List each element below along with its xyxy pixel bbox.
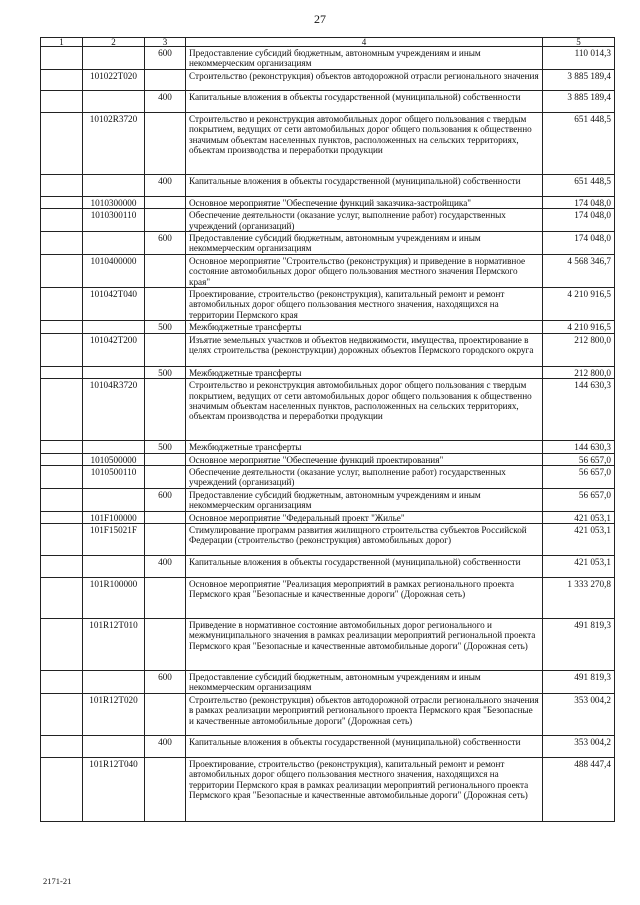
cell-empty — [41, 555, 83, 577]
cell-name: Проектирование, строительство (реконструкция), капитальный ремонт и ремонт автомобильных дорог общего пользования местного значения, находящихся на территории Пермского края в рамках реализации мероприятий регионального проекта Пермского края "Безопасные и качественные автомобильные дороги" (Дорожная сеть) — [186, 757, 543, 821]
cell-empty — [41, 379, 83, 441]
cell-target-code: 1010400000 — [83, 254, 145, 287]
cell-amount: 56 657,0 — [543, 488, 615, 511]
cell-empty — [41, 232, 83, 255]
table-row — [41, 174, 615, 196]
cell-name: Капитальные вложения в объекты государственной (муниципальной) собственности — [186, 90, 543, 112]
cell-expense-type — [145, 69, 186, 90]
page-number: 27 — [314, 12, 326, 26]
cell-empty — [41, 254, 83, 287]
cell-target-code — [83, 232, 145, 255]
table-row — [41, 69, 615, 90]
cell-amount: 491 819,3 — [543, 670, 615, 693]
cell-empty — [41, 112, 83, 174]
column-header: 3 — [145, 38, 186, 47]
cell-expense-type: 600 — [145, 47, 186, 70]
cell-empty — [41, 366, 83, 378]
cell-name: Межбюджетные трансферты — [186, 441, 543, 453]
table-row — [41, 618, 615, 670]
cell-expense-type — [145, 254, 186, 287]
cell-amount: 353 004,2 — [543, 693, 615, 735]
cell-target-code — [83, 90, 145, 112]
cell-target-code: 101R12Т010 — [83, 618, 145, 670]
cell-expense-type: 400 — [145, 90, 186, 112]
cell-target-code: 101R100000 — [83, 577, 145, 618]
cell-name: Основное мероприятие "Обеспечение функций проектирования" — [186, 453, 543, 465]
cell-name: Обеспечение деятельности (оказание услуг, выполнение работ) государственных учреждений (организаций) — [186, 465, 543, 488]
table-header-row — [41, 38, 615, 47]
table-row — [41, 735, 615, 757]
cell-empty — [41, 693, 83, 735]
budget-table — [40, 37, 615, 822]
cell-name: Капитальные вложения в объекты государственной (муниципальной) собственности — [186, 735, 543, 757]
column-header: 4 — [186, 38, 543, 47]
table-row — [41, 232, 615, 255]
cell-target-code: 101R12Т040 — [83, 757, 145, 821]
cell-target-code: 1010500000 — [83, 453, 145, 465]
cell-expense-type — [145, 196, 186, 208]
cell-amount: 421 053,1 — [543, 523, 615, 555]
table-row — [41, 693, 615, 735]
cell-name: Предоставление субсидий бюджетным, автономным учреждениям и иным некоммерческим организациям — [186, 47, 543, 70]
cell-target-code: 101022Т020 — [83, 69, 145, 90]
cell-target-code: 101042Т040 — [83, 288, 145, 321]
cell-empty — [41, 69, 83, 90]
cell-empty — [41, 735, 83, 757]
cell-amount: 488 447,4 — [543, 757, 615, 821]
cell-empty — [41, 577, 83, 618]
cell-amount: 421 053,1 — [543, 555, 615, 577]
cell-target-code — [83, 366, 145, 378]
table-row — [41, 577, 615, 618]
cell-empty — [41, 618, 83, 670]
cell-expense-type: 600 — [145, 232, 186, 255]
cell-empty — [41, 441, 83, 453]
cell-amount: 144 630,3 — [543, 441, 615, 453]
cell-amount: 174 048,0 — [543, 232, 615, 255]
cell-amount: 4 210 916,5 — [543, 321, 615, 333]
cell-expense-type: 400 — [145, 555, 186, 577]
cell-name: Строительство и реконструкция автомобильных дорог общего пользования с твердым покрытием, ведущих от сети автомобильных дорог общего пользования к общественно значимым объектам населенных пунктов, расположенных на сельских территориях, объектам производства и переработки продукции — [186, 112, 543, 174]
cell-amount: 144 630,3 — [543, 379, 615, 441]
cell-target-code — [83, 670, 145, 693]
cell-expense-type — [145, 453, 186, 465]
cell-target-code: 1010500110 — [83, 465, 145, 488]
cell-name: Обеспечение деятельности (оказание услуг, выполнение работ) государственных учреждений (организаций) — [186, 209, 543, 232]
cell-amount: 491 819,3 — [543, 618, 615, 670]
cell-amount: 651 448,5 — [543, 174, 615, 196]
cell-empty — [41, 90, 83, 112]
cell-name: Основное мероприятие "Обеспечение функций заказчика-застройщика" — [186, 196, 543, 208]
cell-amount: 3 885 189,4 — [543, 90, 615, 112]
cell-name: Строительство (реконструкция) объектов автодорожной отрасли регионального значения — [186, 69, 543, 90]
cell-target-code: 101F15021F — [83, 523, 145, 555]
cell-target-code: 10102R3720 — [83, 112, 145, 174]
cell-empty — [41, 670, 83, 693]
cell-amount: 212 800,0 — [543, 333, 615, 366]
cell-expense-type — [145, 288, 186, 321]
cell-expense-type — [145, 333, 186, 366]
cell-name: Стимулирование программ развития жилищного строительства субъектов Российской Федерации (строительство (реконструкция) автомобильных дорог) — [186, 523, 543, 555]
cell-expense-type: 500 — [145, 366, 186, 378]
cell-name: Проектирование, строительство (реконструкция), капитальный ремонт и ремонт автомобильных дорог общего пользования местного значения, находящихся на территории Пермского края — [186, 288, 543, 321]
table-body — [41, 47, 615, 822]
table-row — [41, 90, 615, 112]
cell-name: Приведение в нормативное состояние автомобильных дорог регионального и межмуниципального значения в рамках реализации мероприятий региональной проекта Пермского края "Безопасные и качественные автомобильные дороги" (Дорожная сеть) — [186, 618, 543, 670]
cell-empty — [41, 757, 83, 821]
cell-amount: 421 053,1 — [543, 511, 615, 523]
table-row — [41, 441, 615, 453]
column-header: 2 — [83, 38, 145, 47]
cell-expense-type — [145, 618, 186, 670]
cell-target-code: 1010300110 — [83, 209, 145, 232]
cell-amount: 651 448,5 — [543, 112, 615, 174]
cell-empty — [41, 333, 83, 366]
cell-name: Предоставление субсидий бюджетным, автономным учреждениям и иным некоммерческим организациям — [186, 488, 543, 511]
cell-target-code — [83, 441, 145, 453]
table-row — [41, 453, 615, 465]
cell-name: Предоставление субсидий бюджетным, автономным учреждениям и иным некоммерческим организациям — [186, 232, 543, 255]
table-row — [41, 366, 615, 378]
cell-expense-type — [145, 523, 186, 555]
table-row — [41, 555, 615, 577]
cell-empty — [41, 465, 83, 488]
table-row — [41, 47, 615, 70]
table-row — [41, 254, 615, 287]
table-row — [41, 321, 615, 333]
cell-target-code — [83, 735, 145, 757]
cell-expense-type: 600 — [145, 488, 186, 511]
cell-target-code — [83, 488, 145, 511]
cell-expense-type: 500 — [145, 321, 186, 333]
cell-amount: 56 657,0 — [543, 465, 615, 488]
cell-amount: 3 885 189,4 — [543, 69, 615, 90]
cell-name: Капитальные вложения в объекты государственной (муниципальной) собственности — [186, 174, 543, 196]
cell-target-code: 101042Т200 — [83, 333, 145, 366]
table-row — [41, 465, 615, 488]
cell-expense-type — [145, 379, 186, 441]
cell-amount: 1 333 270,8 — [543, 577, 615, 618]
cell-empty — [41, 47, 83, 70]
cell-expense-type — [145, 112, 186, 174]
cell-name: Предоставление субсидий бюджетным, автономным учреждениям и иным некоммерческим организациям — [186, 670, 543, 693]
cell-name: Основное мероприятие "Строительство (реконструкция) и приведение в нормативное состояние автомобильных дорог общего пользования местного значения Пермского края" — [186, 254, 543, 287]
cell-name: Строительство и реконструкция автомобильных дорог общего пользования с твердым покрытием, ведущих от сети автомобильных дорог общего пользования к общественно значимым объектам населенных пунктов, расположенных на сельских территориях, объектам производства и переработки продукции — [186, 379, 543, 441]
cell-expense-type: 500 — [145, 441, 186, 453]
cell-empty — [41, 174, 83, 196]
table-row — [41, 511, 615, 523]
table-row — [41, 670, 615, 693]
cell-expense-type: 600 — [145, 670, 186, 693]
cell-name: Основное мероприятие "Федеральный проект "Жилье" — [186, 511, 543, 523]
table-row — [41, 379, 615, 441]
cell-expense-type — [145, 693, 186, 735]
cell-name: Межбюджетные трансферты — [186, 366, 543, 378]
cell-empty — [41, 523, 83, 555]
table-row — [41, 757, 615, 821]
cell-target-code — [83, 321, 145, 333]
cell-name: Межбюджетные трансферты — [186, 321, 543, 333]
cell-expense-type: 400 — [145, 735, 186, 757]
cell-target-code: 101R12Т020 — [83, 693, 145, 735]
cell-expense-type — [145, 757, 186, 821]
table-row — [41, 209, 615, 232]
cell-empty — [41, 453, 83, 465]
cell-expense-type — [145, 209, 186, 232]
cell-expense-type — [145, 511, 186, 523]
cell-empty — [41, 288, 83, 321]
cell-amount: 110 014,3 — [543, 47, 615, 70]
column-header: 5 — [543, 38, 615, 47]
cell-name: Изъятие земельных участков и объектов недвижимости, имущества, проектирование в целях строительства (реконструкции) дорожных объектов Пермского городского округа — [186, 333, 543, 366]
cell-amount: 174 048,0 — [543, 196, 615, 208]
cell-amount: 56 657,0 — [543, 453, 615, 465]
cell-amount: 4 210 916,5 — [543, 288, 615, 321]
cell-target-code — [83, 47, 145, 70]
cell-empty — [41, 209, 83, 232]
table-row — [41, 488, 615, 511]
cell-amount: 212 800,0 — [543, 366, 615, 378]
cell-amount: 174 048,0 — [543, 209, 615, 232]
table-row — [41, 112, 615, 174]
table-row — [41, 196, 615, 208]
cell-amount: 353 004,2 — [543, 735, 615, 757]
table-row — [41, 333, 615, 366]
table-row — [41, 523, 615, 555]
cell-name: Основное мероприятие "Реализация мероприятий в рамках регионального проекта Пермского края "Безопасные и качественные дороги" (Дорожная сеть) — [186, 577, 543, 618]
cell-target-code: 101F100000 — [83, 511, 145, 523]
cell-expense-type — [145, 577, 186, 618]
footer-document-code: 2171-21 — [43, 876, 72, 886]
cell-empty — [41, 321, 83, 333]
cell-name: Капитальные вложения в объекты государственной (муниципальной) собственности — [186, 555, 543, 577]
column-header: 1 — [41, 38, 83, 47]
cell-target-code: 1010300000 — [83, 196, 145, 208]
cell-expense-type — [145, 465, 186, 488]
cell-target-code — [83, 174, 145, 196]
cell-empty — [41, 488, 83, 511]
table-row — [41, 288, 615, 321]
cell-empty — [41, 511, 83, 523]
cell-expense-type: 400 — [145, 174, 186, 196]
cell-target-code: 10104R3720 — [83, 379, 145, 441]
cell-empty — [41, 196, 83, 208]
cell-amount: 4 568 346,7 — [543, 254, 615, 287]
cell-name: Строительство (реконструкция) объектов автодорожной отрасли регионального значения в рамках реализации мероприятий регионального проекта Пермского края "Безопасные и качественные автомобильные дороги" (Дорожная сеть) — [186, 693, 543, 735]
cell-target-code — [83, 555, 145, 577]
